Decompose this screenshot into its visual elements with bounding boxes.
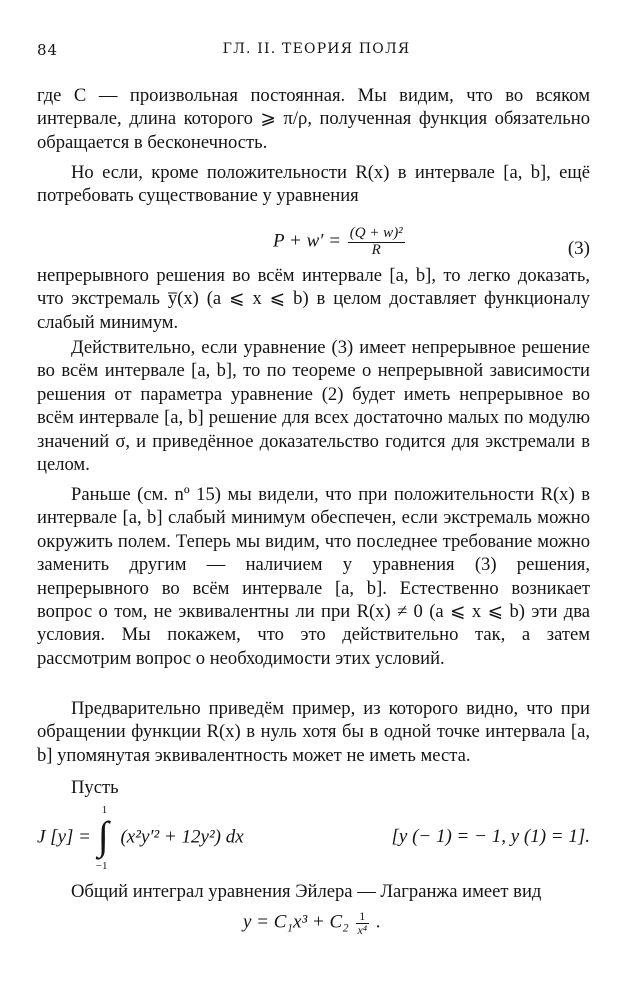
general-solution [37, 910, 590, 956]
paragraph-4: Действительно, если уравнение (3) имеет непрерывное решение во всём интервале [a, b], то по теореме о непрерывной зависимости решения от параметра уравнение (2) будет иметь непрерывное во всём интервале [a, b] решение для всех достаточно малых по модулю значений σ, и приведённое доказательство годится для экстремали в целом. [37, 337, 590, 476]
equation-3-denominator: R [371, 241, 381, 258]
integral-lower-limit: −1 [95, 860, 108, 872]
equation-3-lhs: P + w′ = [273, 230, 341, 252]
integral-upper-limit: 1 [101, 804, 108, 816]
paragraph-1: где C — произвольная постоянная. Мы видим, что во всяком интервале, длина которого ⩾ π/ρ, полученная функция обязательно обращается в бесконечность. [37, 85, 590, 153]
integral-sign: 1 ∫ −1 [95, 804, 109, 872]
general-solution-denominator: x⁴ [357, 922, 368, 937]
boundary-conditions: [y (− 1) = − 1, y (1) = 1]. [391, 826, 590, 847]
integrand: (x²y′² + 12y²) dx [120, 826, 244, 848]
functional-lhs: J [y] = [37, 826, 91, 848]
paragraph-2: Но если, кроме положительности R(x) в интервале [a, b], ещё потребовать существование у уравнения [37, 162, 590, 207]
running-title: ГЛ. II. ТЕОРИЯ ПОЛЯ [222, 41, 411, 57]
functional-equation [37, 806, 590, 870]
paragraph-6: Предварительно приведём пример, из которого видно, что при обращении функции R(x) в нуль хотя бы в одной точке интервала [a, b] упомянутая эквивалентность может не иметь места. [37, 698, 590, 766]
paragraph-8: Общий интеграл уравнения Эйлера — Лагранжа имеет вид [71, 881, 542, 902]
paragraph-5: Раньше (см. nº 15) мы видели, что при положительности R(x) в интервале [a, b] слабый минимум обеспечен, если экстремаль можно окружить полем. Теперь мы видим, что последнее требование можно заменить другим — наличием у уравнения (3) решения, непрерывного во всём интервале [a, b]. Естественно возникает вопрос о том, не эквивалентны ли при R(x) ≠ 0 (a ⩽ x ⩽ b) эти два условия. Мы покажем, что это действительно так, а затем рассмотрим вопрос о необходимости этих условий. [37, 484, 590, 669]
page-number: 84 [37, 41, 59, 59]
page-header [37, 41, 596, 63]
equation-3-numerator: (Q + w)² [349, 225, 403, 241]
general-solution-period: . [375, 911, 381, 933]
general-solution-numerator: 1 [356, 910, 370, 924]
equation-3-number: (3) [567, 238, 590, 259]
paragraph-3: непрерывного решения во всём интервале [a, b], то легко доказать, что экстремаль y̅(x) (a ⩽ x ⩽ b) в целом доставляет функционалу слабый минимум. [37, 265, 590, 333]
equation-3-fraction [348, 226, 405, 259]
paragraph-7: Пусть [71, 777, 119, 798]
general-solution-lhs: y = C₁x³ + C₂ [243, 911, 349, 933]
general-solution-fraction [356, 910, 370, 936]
